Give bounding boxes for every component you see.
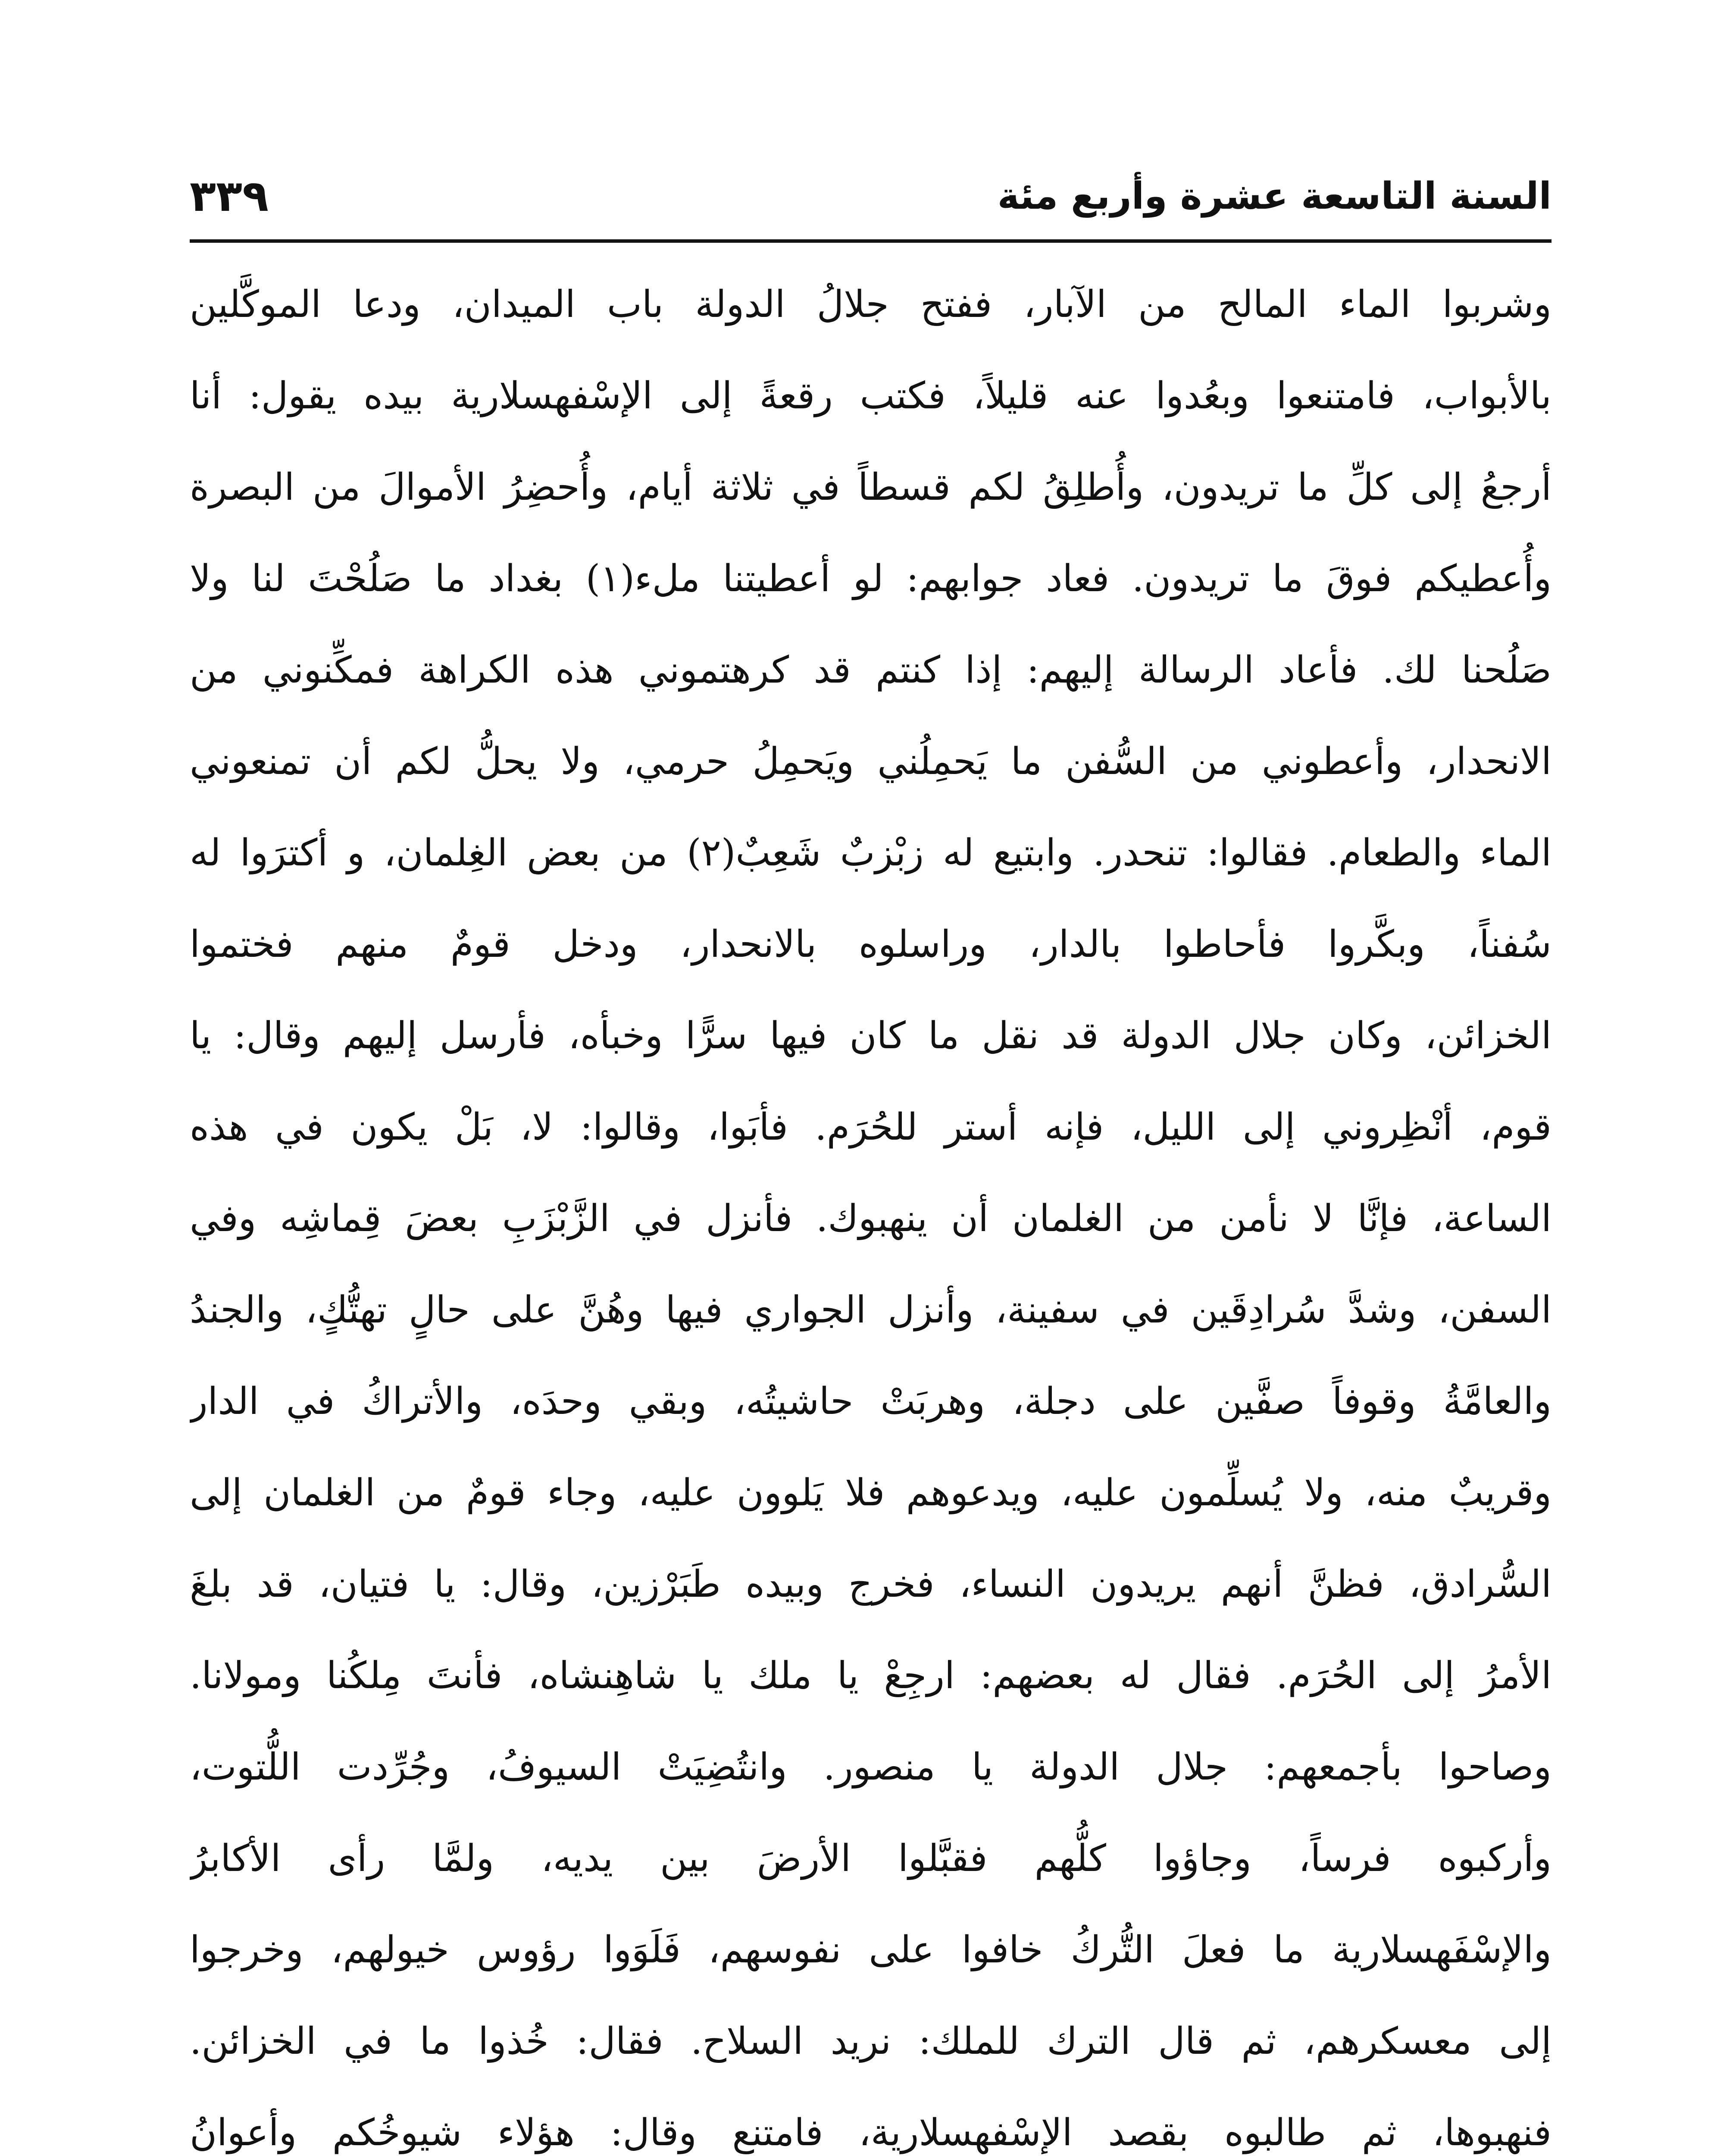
body-line: وقريبٌ منه، ولا يُسلِّمون عليه، ويدعوهم فلا يَلوون عليه، وجاء قومٌ من الغلمان إلى	[190, 1471, 1551, 1514]
body-line: والإسْفَهسلارية ما فعلَ التُّركُ خافوا على نفوسهم، فَلَوَوا رؤوس خيولهم، وخرجوا	[190, 1928, 1551, 1971]
body-line: الأمرُ إلى الحُرَم. فقال له بعضهم: ارجِعْ يا ملك يا شاهِنشاه، فأنتَ مِلكُنا ومولانا.	[190, 1654, 1551, 1697]
body-line: الخزائن، وكان جلال الدولة قد نقل ما كان فيها سرًّا وخبأه، فأرسل إليهم وقال: يا	[190, 1014, 1551, 1057]
body-line: وأُعطيكم فوقَ ما تريدون. فعاد جوابهم: لو أعطيتنا ملء(١) بغداد ما صَلُحْتَ لنا ولا	[190, 557, 1551, 600]
body-line: سُفناً، وبكَّروا فأحاطوا بالدار، وراسلوه بالانحدار، ودخل قومٌ منهم فختموا	[190, 923, 1551, 966]
page-number: ٣٣٩	[190, 171, 269, 221]
body-line: أرجعُ إلى كلِّ ما تريدون، وأُطلِقُ لكم قسطاً في ثلاثة أيام، وأُحضِرُ الأموالَ من البصرة	[190, 466, 1551, 509]
body-line: الساعة، فإنَّا لا نأمن من الغلمان أن ينهبوك. فأنزل في الزَّبْزَبِ بعضَ قِماشِه وفي	[190, 1197, 1551, 1240]
header-rule	[190, 239, 1551, 243]
body-line: صَلُحنا لك. فأعاد الرسالة إليهم: إذا كنتم قد كرهتموني هذه الكراهة فمكِّنوني من	[190, 649, 1551, 692]
body-line: والعامَّةُ وقوفاً صفَّين على دجلة، وهربَتْ حاشيتُه، وبقي وحدَه، والأتراكُ في الدار	[190, 1380, 1551, 1423]
body-line: وأركبوه فرساً، وجاؤوا كلُّهم فقبَّلوا الأرضَ بين يديه، ولمَّا رأى الأكابرُ	[190, 1837, 1551, 1880]
body-line: السُّرادق، فظنَّ أنهم يريدون النساء، فخرج وبيده طَبَرْزين، وقال: يا فتيان، قد بلغَ	[190, 1563, 1551, 1606]
page-header	[190, 164, 1551, 229]
body-line: قوم، أنْظِروني إلى الليل، فإنه أستر للحُرَم. فأبَوا، وقالوا: لا، بَلْ يكون في هذه	[190, 1106, 1551, 1149]
running-title: السنة التاسعة عشرة وأربع مئة	[997, 175, 1551, 218]
body-line: وصاحوا بأجمعهم: جلال الدولة يا منصور. وانتُضِيَتْ السيوفُ، وجُرِّدت اللُّتوت،	[190, 1745, 1551, 1789]
body-line: السفن، وشدَّ سُرادِقَين في سفينة، وأنزل الجواري فيها وهُنَّ على حالٍ تهتُّكٍ، والجندُ	[190, 1288, 1551, 1332]
body-text	[190, 259, 1551, 2154]
body-line: الماء والطعام. فقالوا: تنحدر. وابتيع له زبْزبٌ شَعِبٌ(٢) من بعض الغِلمان، و أكترَوا له	[190, 831, 1551, 874]
body-line: الانحدار، وأعطوني من السُّفن ما يَحمِلُني ويَحمِلُ حرمي، ولا يحلُّ لكم أن تمنعوني	[190, 740, 1551, 783]
body-line: فنهبوها، ثم طالبوه بقصد الإسْفهسلارية، فامتنع وقال: هؤلاء شيوخُكم وأعوانُ	[190, 2111, 1551, 2154]
body-line: بالأبواب، فامتنعوا وبعُدوا عنه قليلاً، فكتب رقعةً إلى الإسْفهسلارية بيده يقول: أنا	[190, 374, 1551, 417]
body-line: إلى معسكرهم، ثم قال الترك للملك: نريد السلاح. فقال: خُذوا ما في الخزائن.	[190, 2020, 1551, 2063]
body-line: وشربوا الماء المالح من الآبار، ففتح جلالُ الدولة باب الميدان، ودعا الموكَّلين	[190, 283, 1551, 326]
